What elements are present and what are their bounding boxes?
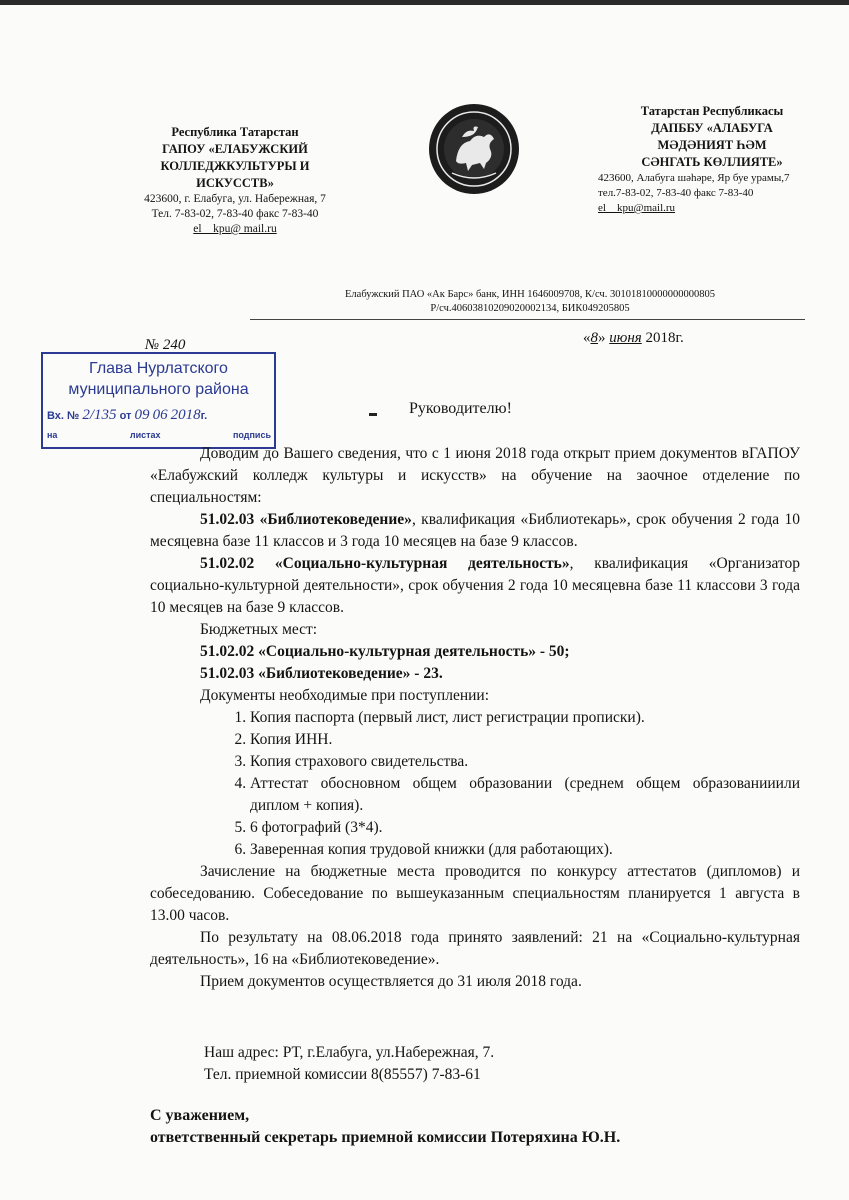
- stamp-registration-line: [47, 407, 271, 424]
- stamp-sheets-label: листах: [129, 430, 161, 440]
- header-right: [598, 103, 826, 216]
- stamp-day: 09: [134, 407, 150, 423]
- stamp-year: 2018: [170, 407, 201, 423]
- letter-date: [583, 330, 684, 347]
- results-paragraph: По результату на 08.06.2018 года принято заявлений: 21 на «Социально-культурная деятельность», 16 на «Библиотековедение».: [150, 929, 800, 968]
- stamp-from-label: от: [119, 410, 132, 422]
- header-right-email: el__kpu@mail.ru: [598, 202, 676, 214]
- incoming-registration-stamp: [41, 352, 276, 449]
- header-left-phone: Тел. 7-83-02, 7-83-40 факс 7-83-40: [151, 208, 319, 220]
- date-year: 2018г.: [645, 330, 684, 346]
- header-right-address: 423600, Алабуга шәһәре, Яр буе урамы,7: [598, 172, 790, 184]
- scan-top-edge: [0, 0, 849, 5]
- budget-item-2-text: 51.02.03 «Библиотековедение» - 23.: [200, 665, 443, 682]
- documents-label: Документы необходимые при поступлении:: [200, 687, 490, 704]
- stamp-footer-line: [47, 430, 271, 440]
- outgoing-number: № 240: [145, 337, 186, 353]
- specialty-1-details: , квалификация «Библиотекарь», срок обучения 2 года 10 месяцевна базе 11 классов и 3 года 10 месяцев на базе 9 классов.: [150, 511, 801, 550]
- document-item: 3. Копия страхового свидетельства.: [250, 751, 800, 773]
- document-item: 1. Копия паспорта (первый лист, лист регистрации прописки).: [250, 707, 800, 729]
- date-close-quote: »: [598, 330, 606, 346]
- header-right-phone: тел.7-83-02, 7-83-40 факс 7-83-40: [598, 187, 754, 199]
- header-left-line2: ГАПОУ «ЕЛАБУЖСКИЙ: [162, 142, 308, 156]
- stamp-on-label: на: [47, 430, 58, 440]
- header-left-line3: КОЛЛЕДЖКУЛЬТУРЫ И: [160, 159, 310, 173]
- specialty-1-title: 51.02.03 «Библиотековедение»: [200, 511, 412, 528]
- header-left-line4: ИСКУССТВ»: [196, 176, 274, 190]
- enrollment-paragraph: Зачисление на бюджетные места проводится по конкурсу аттестатов (дипломов) и собеседованию. Собеседование по вышеуказанным специальностям планируется 1 августа в 13.00 часов.: [150, 863, 800, 924]
- stamp-in-number: 2/135: [82, 407, 117, 423]
- header-left: [130, 124, 340, 237]
- header-left-email: el__kpu@ mail.ru: [193, 223, 277, 235]
- specialty-2-details: , квалификация «Организатор социально-культурной деятельности», срок обучения 2 года 10 месяцевна базе 11 классови 3 года 10 месяцев на базе 9 классов.: [150, 555, 800, 616]
- bank-details: [250, 288, 810, 316]
- tatarstan-coat-of-arms-icon: [428, 103, 520, 195]
- contact-phone: Тел. приемной комиссии 8(85557) 7-83-61: [204, 1066, 481, 1083]
- closing-line1: С уважением,: [150, 1107, 250, 1124]
- header-divider: [250, 319, 805, 320]
- document-item: 5. 6 фотографий (3*4).: [250, 817, 800, 839]
- budget-item-1-text: 51.02.02 «Социально-культурная деятельность» - 50;: [200, 643, 570, 660]
- signatory: ответственный секретарь приемной комиссии Потеряхина Ю.Н.: [150, 1129, 621, 1146]
- header-right-line4: СӘНГАТЬ КӨЛЛИЯТЕ»: [641, 155, 783, 169]
- closing-block: [150, 1105, 620, 1149]
- document-item: 4. Аттестат обосновном общем образовании (среднем общем образованииили диплом + копия).: [250, 773, 800, 817]
- contact-block: [204, 1042, 494, 1086]
- specialty-1: [150, 509, 800, 553]
- deadline-paragraph: Прием документов осуществляется до 31 июля 2018 года.: [200, 973, 582, 990]
- specialty-2-title: 51.02.02 «Социально-культурная деятельность»: [200, 555, 570, 572]
- header-right-line3: МӘДӘНИЯТ ҺӘМ: [657, 138, 767, 152]
- header-left-line1: Республика Татарстан: [171, 125, 299, 139]
- stamp-line1: Глава Нурлатского: [89, 360, 228, 377]
- intro-paragraph: Доводим до Вашего сведения, что с 1 июня 2018 года открыт прием документов вГАПОУ «Елабужский колледж культуры и искусств» на обучение на заочное отделение по специальностям:: [150, 445, 800, 506]
- budget-item-1: [150, 641, 800, 663]
- stamp-line2: муниципального района: [68, 381, 249, 398]
- document-item: 2. Копия ИНН.: [250, 729, 800, 751]
- date-day: 8: [590, 330, 598, 346]
- header-left-address: 423600, г. Елабуга, ул. Набережная, 7: [144, 193, 326, 205]
- ink-mark: [369, 413, 377, 416]
- date-open-quote: «: [583, 330, 591, 346]
- header-right-line2: ДАПББУ «АЛАБУГА: [651, 121, 773, 135]
- stamp-in-label: Вх. №: [47, 410, 80, 422]
- budget-item-2: [150, 663, 800, 685]
- document-item: 6. Заверенная копия трудовой книжки (для работающих).: [250, 839, 800, 861]
- stamp-signature-label: подпись: [232, 430, 271, 440]
- contact-address: Наш адрес: РТ, г.Елабуга, ул.Набережная, 7.: [204, 1044, 495, 1061]
- stamp-year-suffix: г.: [200, 410, 208, 422]
- bank-line1: Елабужский ПАО «Ак Барс» банк, ИНН 1646009708, К/сч. 30101810000000000805: [345, 289, 715, 300]
- stamp-month: 06: [152, 407, 168, 423]
- specialty-2: [150, 553, 800, 619]
- budget-label: Бюджетных мест:: [200, 621, 318, 638]
- letter-body: [150, 443, 800, 993]
- header-right-line1: Татарстан Республикасы: [640, 104, 784, 118]
- bank-line2: Р/сч.40603810209020002134, БИК049205805: [430, 303, 630, 314]
- greeting: Руководителю!: [409, 400, 512, 417]
- date-month: июня: [609, 330, 642, 346]
- documents-list: [150, 707, 800, 861]
